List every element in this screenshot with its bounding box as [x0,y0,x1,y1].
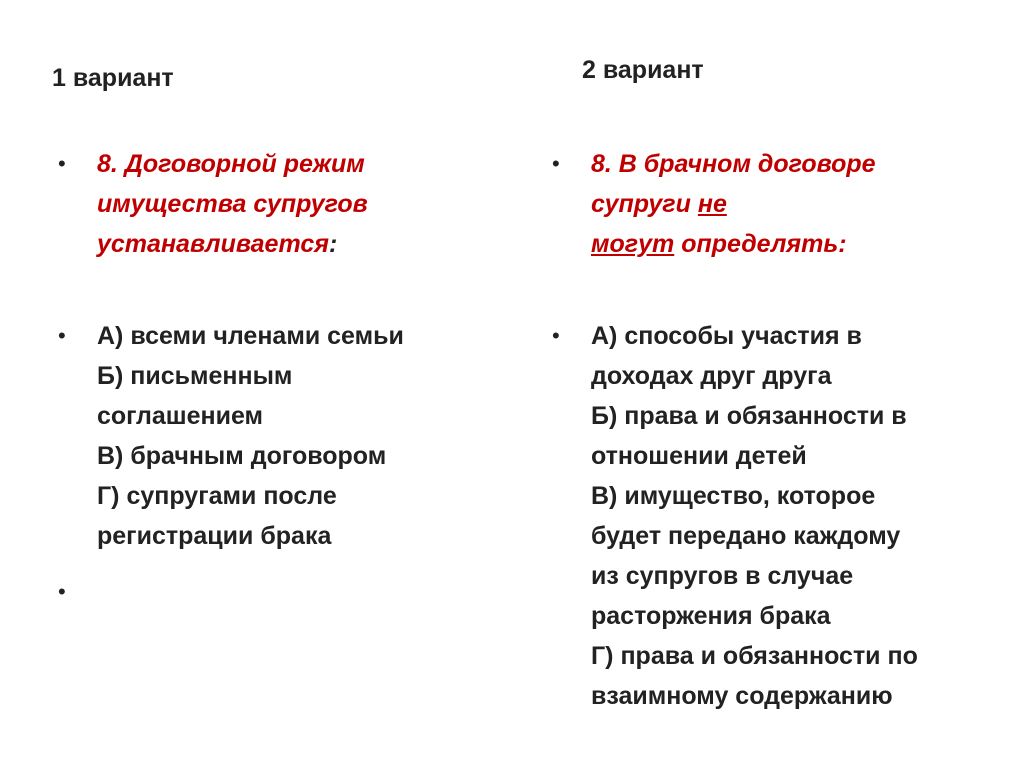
answer-line: А) всеми членами семьи [97,322,404,350]
answer-line: Г) супругами после [97,482,337,510]
variant-1-heading: 1 вариант [52,64,174,92]
bullet: • [58,323,66,348]
variant-2-heading: 2 вариант [582,56,704,84]
answer-line: В) брачным договором [97,442,387,470]
answer-line: расторжения брака [591,602,831,630]
answer-line: регистрации брака [97,522,332,550]
bullet: • [58,579,66,604]
answer-line: будет передано каждому [591,522,901,550]
answer-line: взаимному содержанию [591,682,893,710]
answer-line: Г) права и обязанности по [591,642,918,670]
answer-line: доходах друг друга [591,362,832,390]
answer-line: из супругов в случае [591,562,854,590]
question-line: устанавливается [97,230,329,258]
bullet: • [552,323,560,348]
question-colon: : [328,230,338,258]
answer-line: В) имущество, которое [591,482,876,510]
question-line: 8. Договорной режим [97,150,365,178]
bullet: • [58,151,66,176]
answer-line: А) способы участия в [591,322,862,350]
underlined-word: не [697,190,727,218]
question-line: супруги [591,190,698,218]
bullet: • [552,151,560,176]
answer-line: отношении детей [591,442,807,470]
answer-line: соглашением [97,402,264,430]
answer-line: Б) права и обязанности в [591,402,907,430]
underlined-word: могут [591,230,675,258]
question-line: 8. В брачном договоре [591,150,876,178]
question-line: имущества супругов [97,190,368,218]
variant-2-column [512,0,1024,767]
answer-line: Б) письменным [97,362,293,390]
question-line: определять: [674,230,847,258]
